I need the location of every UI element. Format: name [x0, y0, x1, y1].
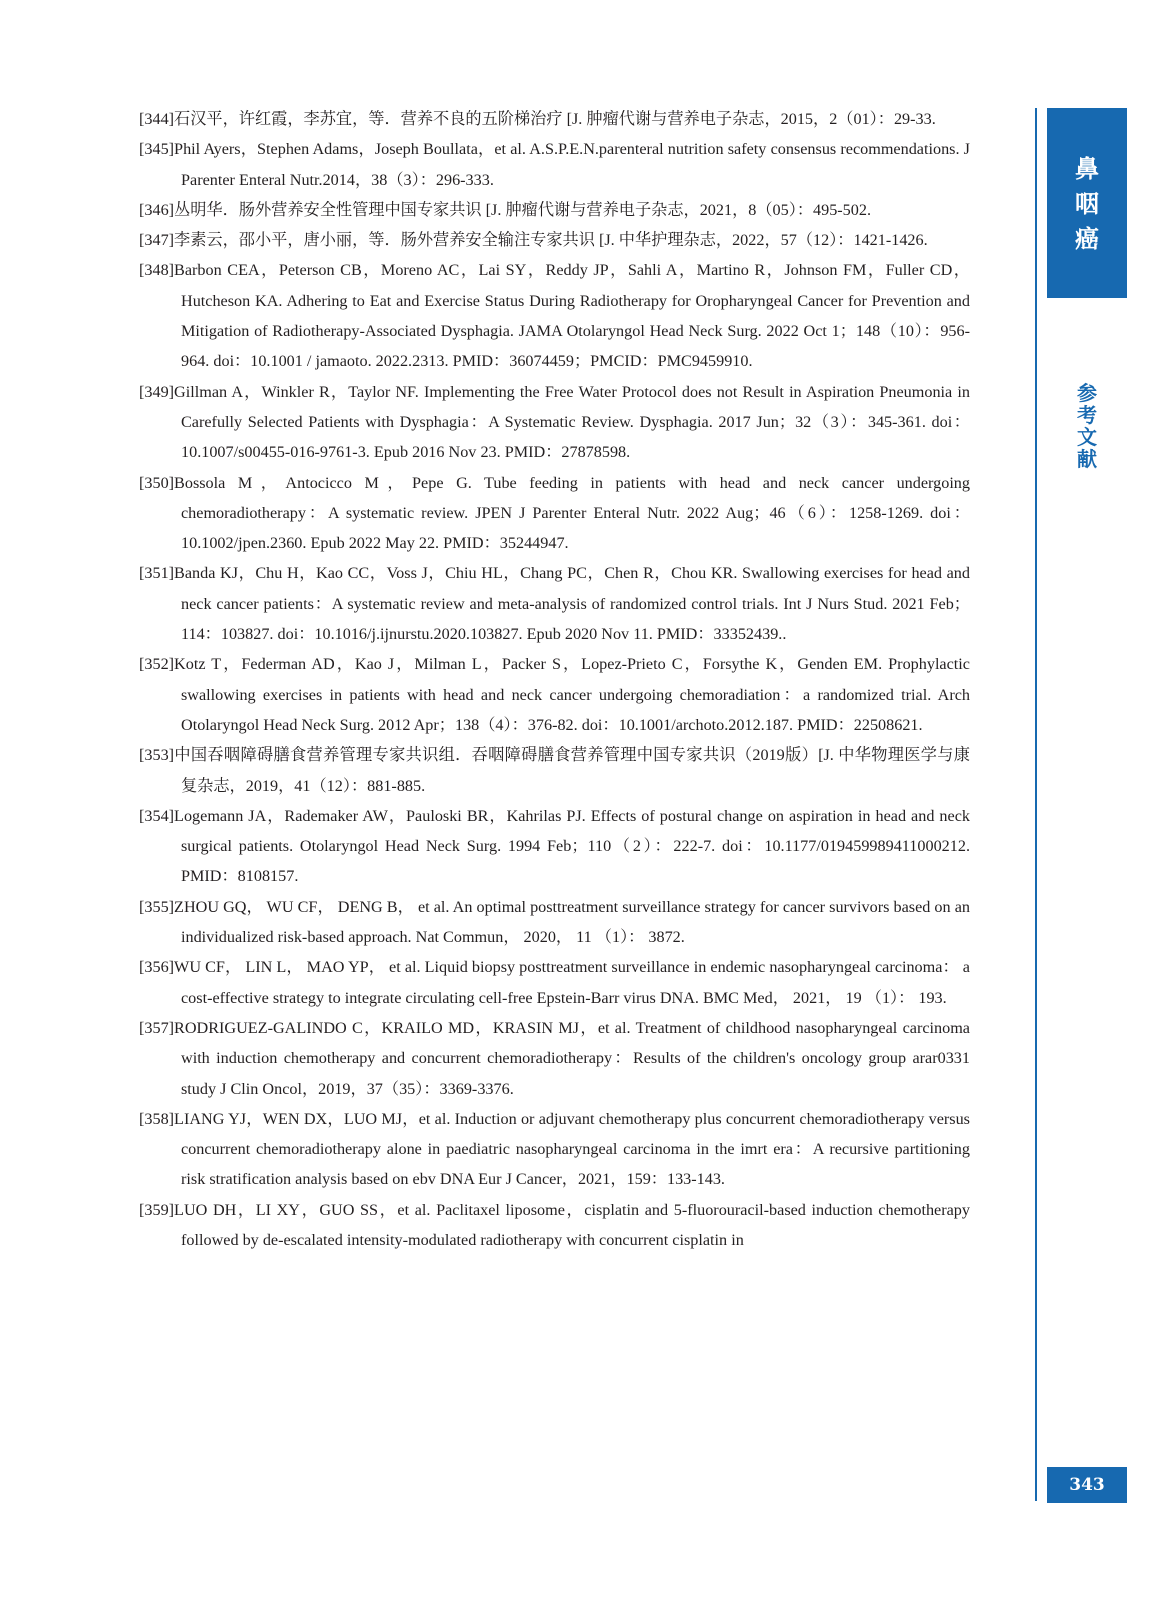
chapter-side-tab — [1047, 108, 1127, 298]
reference-entry-358: [358]LIANG YJ，WEN DX，LUO MJ，et al. Induction or adjuvant chemotherapy plus concurrent chemoradiotherapy versus concurrent chemoradiotherapy alone in paediatric nasopharyngeal carcinoma in the imrt era：A recursive partitioning risk stratification analysis based on ebv DNA Eur J Cancer，2021，159：133-143. — [139, 1109, 970, 1189]
reference-entry-345: [345]Phil Ayers，Stephen Adams，Joseph Boullata，et al. A.S.P.E.N.parenteral nutrition safety consensus recommendations. J Parenter Enteral Nutr.2014，38（3）：296-333. — [139, 140, 970, 189]
reference-entry-351: [351]Banda KJ，Chu H，Kao CC，Voss J，Chiu HL，Chang PC，Chen R，Chou KR. Swallowing exercises for head and neck cancer patients：A systematic review and meta-analysis of randomized control trials. Int J Nurs Stud. 2021 Feb；114：103827. doi：10.1016/j.ijnurstu.2020.103827. Epub 2020 Nov 11. PMID：33352439.. — [139, 564, 970, 644]
reference-entry-350: [350]Bossola M，Antocicco M，Pepe G. Tube feeding in patients with head and neck cancer undergoing chemoradiotherapy：A systematic review. JPEN J Parenter Enteral Nutr. 2022 Aug；46（6）：1258-1269. doi：10.1002/jpen.2360. Epub 2022 May 22. PMID：35244947. — [139, 473, 970, 553]
section-label-char: 文 — [1077, 425, 1097, 449]
section-label-char: 考 — [1077, 403, 1097, 427]
page-number: 343 — [1069, 1475, 1105, 1495]
margin-divider-line — [1035, 108, 1037, 1501]
reference-entry-354: [354]Logemann JA，Rademaker AW，Pauloski BR，Kahrilas PJ. Effects of postural change on aspiration in head and neck surgical patients. Otolaryngol Head Neck Surg. 1994 Feb；110（2）：222-7. doi：10.1177/019459989411000212. PMID：8108157. — [139, 806, 970, 886]
section-label-char: 献 — [1077, 447, 1097, 471]
page-number-badge — [1047, 1467, 1127, 1503]
chapter-tab-char: 癌 — [1075, 225, 1099, 253]
chapter-tab-char: 鼻 — [1075, 155, 1099, 183]
reference-entry-359: [359]LUO DH，LI XY，GUO SS，et al. Paclitaxel liposome，cisplatin and 5-fluorouracil-based induction chemotherapy followed by de-escalated intensity-modulated radiotherapy with concurrent cisplatin in — [139, 1200, 970, 1249]
section-label-char: 参 — [1077, 381, 1097, 405]
reference-entry-352: [352]Kotz T，Federman AD，Kao J，Milman L，Packer S，Lopez-Prieto C，Forsythe K，Genden EM. Prophylactic swallowing exercises in patients with head and neck cancer undergoing chemoradiation：a randomized trial. Arch Otolaryngol Head Neck Surg. 2012 Apr；138（4）：376-82. doi：10.1001/archoto.2012.187. PMID：22508621. — [139, 655, 970, 734]
reference-entry-349: [349]Gillman A，Winkler R，Taylor NF. Implementing the Free Water Protocol does not Result in Aspiration Pneumonia in Carefully Selected Patients with Dysphagia：A Systematic Review. Dysphagia. 2017 Jun；32（3）：345-361. doi：10.1007/s00455-016-9761-3. Epub 2016 Nov 23. PMID：27878598. — [139, 382, 970, 462]
reference-entry-344: [344]石汉平，许红霞，李苏宜，等．营养不良的五阶梯治疗 [J. 肿瘤代谢与营养电子杂志，2015，2（01）：29-33. — [139, 110, 936, 128]
reference-entry-346: [346]丛明华．肠外营养安全性管理中国专家共识 [J. 肿瘤代谢与营养电子杂志，2021，8（05）：495-502. — [139, 200, 872, 219]
section-label-vertical — [1047, 382, 1127, 470]
reference-entry-353: [353]中国吞咽障碍膳食营养管理专家共识组．吞咽障碍膳食营养管理中国专家共识（2019版）[J. 中华物理医学与康复杂志，2019，41（12）：881-885. — [139, 746, 970, 795]
reference-entry-357: [357]RODRIGUEZ-GALINDO C，KRAILO MD，KRASIN MJ，et al. Treatment of childhood nasopharyngeal carcinoma with induction chemotherapy and concurrent chemoradiotherapy：Results of the children's oncology group arar0331 study J Clin Oncol，2019，37（35）：3369-3376. — [139, 1018, 970, 1098]
reference-entry-355: [355]ZHOU GQ， WU CF， DENG B， et al. An optimal posttreatment surveillance strategy for cancer survivors based on an individualized risk-based approach. Nat Commun， 2020， 11 （1）： 3872. — [139, 897, 970, 947]
chapter-tab-char: 咽 — [1075, 190, 1099, 218]
reference-list — [139, 104, 970, 1255]
reference-entry-348: [348]Barbon CEA，Peterson CB，Moreno AC，Lai SY，Reddy JP，Sahli A，Martino R，Johnson FM，Fuller CD，Hutcheson KA. Adhering to Eat and Exercise Status During Radiotherapy for Oropharyngeal Cancer for Prevention and Mitigation of Radiotherapy-Associated Dysphagia. JAMA Otolaryngol Head Neck Surg. 2022 Oct 1；148（10）：956-964. doi：10.1001 / jamaoto. 2022.2313. PMID：36074459；PMCID：PMC9459910. — [139, 261, 970, 371]
reference-entry-356: [356]WU CF， LIN L， MAO YP， et al. Liquid biopsy posttreatment surveillance in endemic nasopharyngeal carcinoma： a cost-effective strategy to integrate circulating cell-free Epstein-Barr virus DNA. BMC Med， 2021， 19 （1）： 193. — [139, 958, 970, 1007]
reference-entry-347: [347]李素云，邵小平，唐小丽，等．肠外营养安全输注专家共识 [J. 中华护理杂志，2022，57（12）：1421-1426. — [139, 231, 928, 250]
